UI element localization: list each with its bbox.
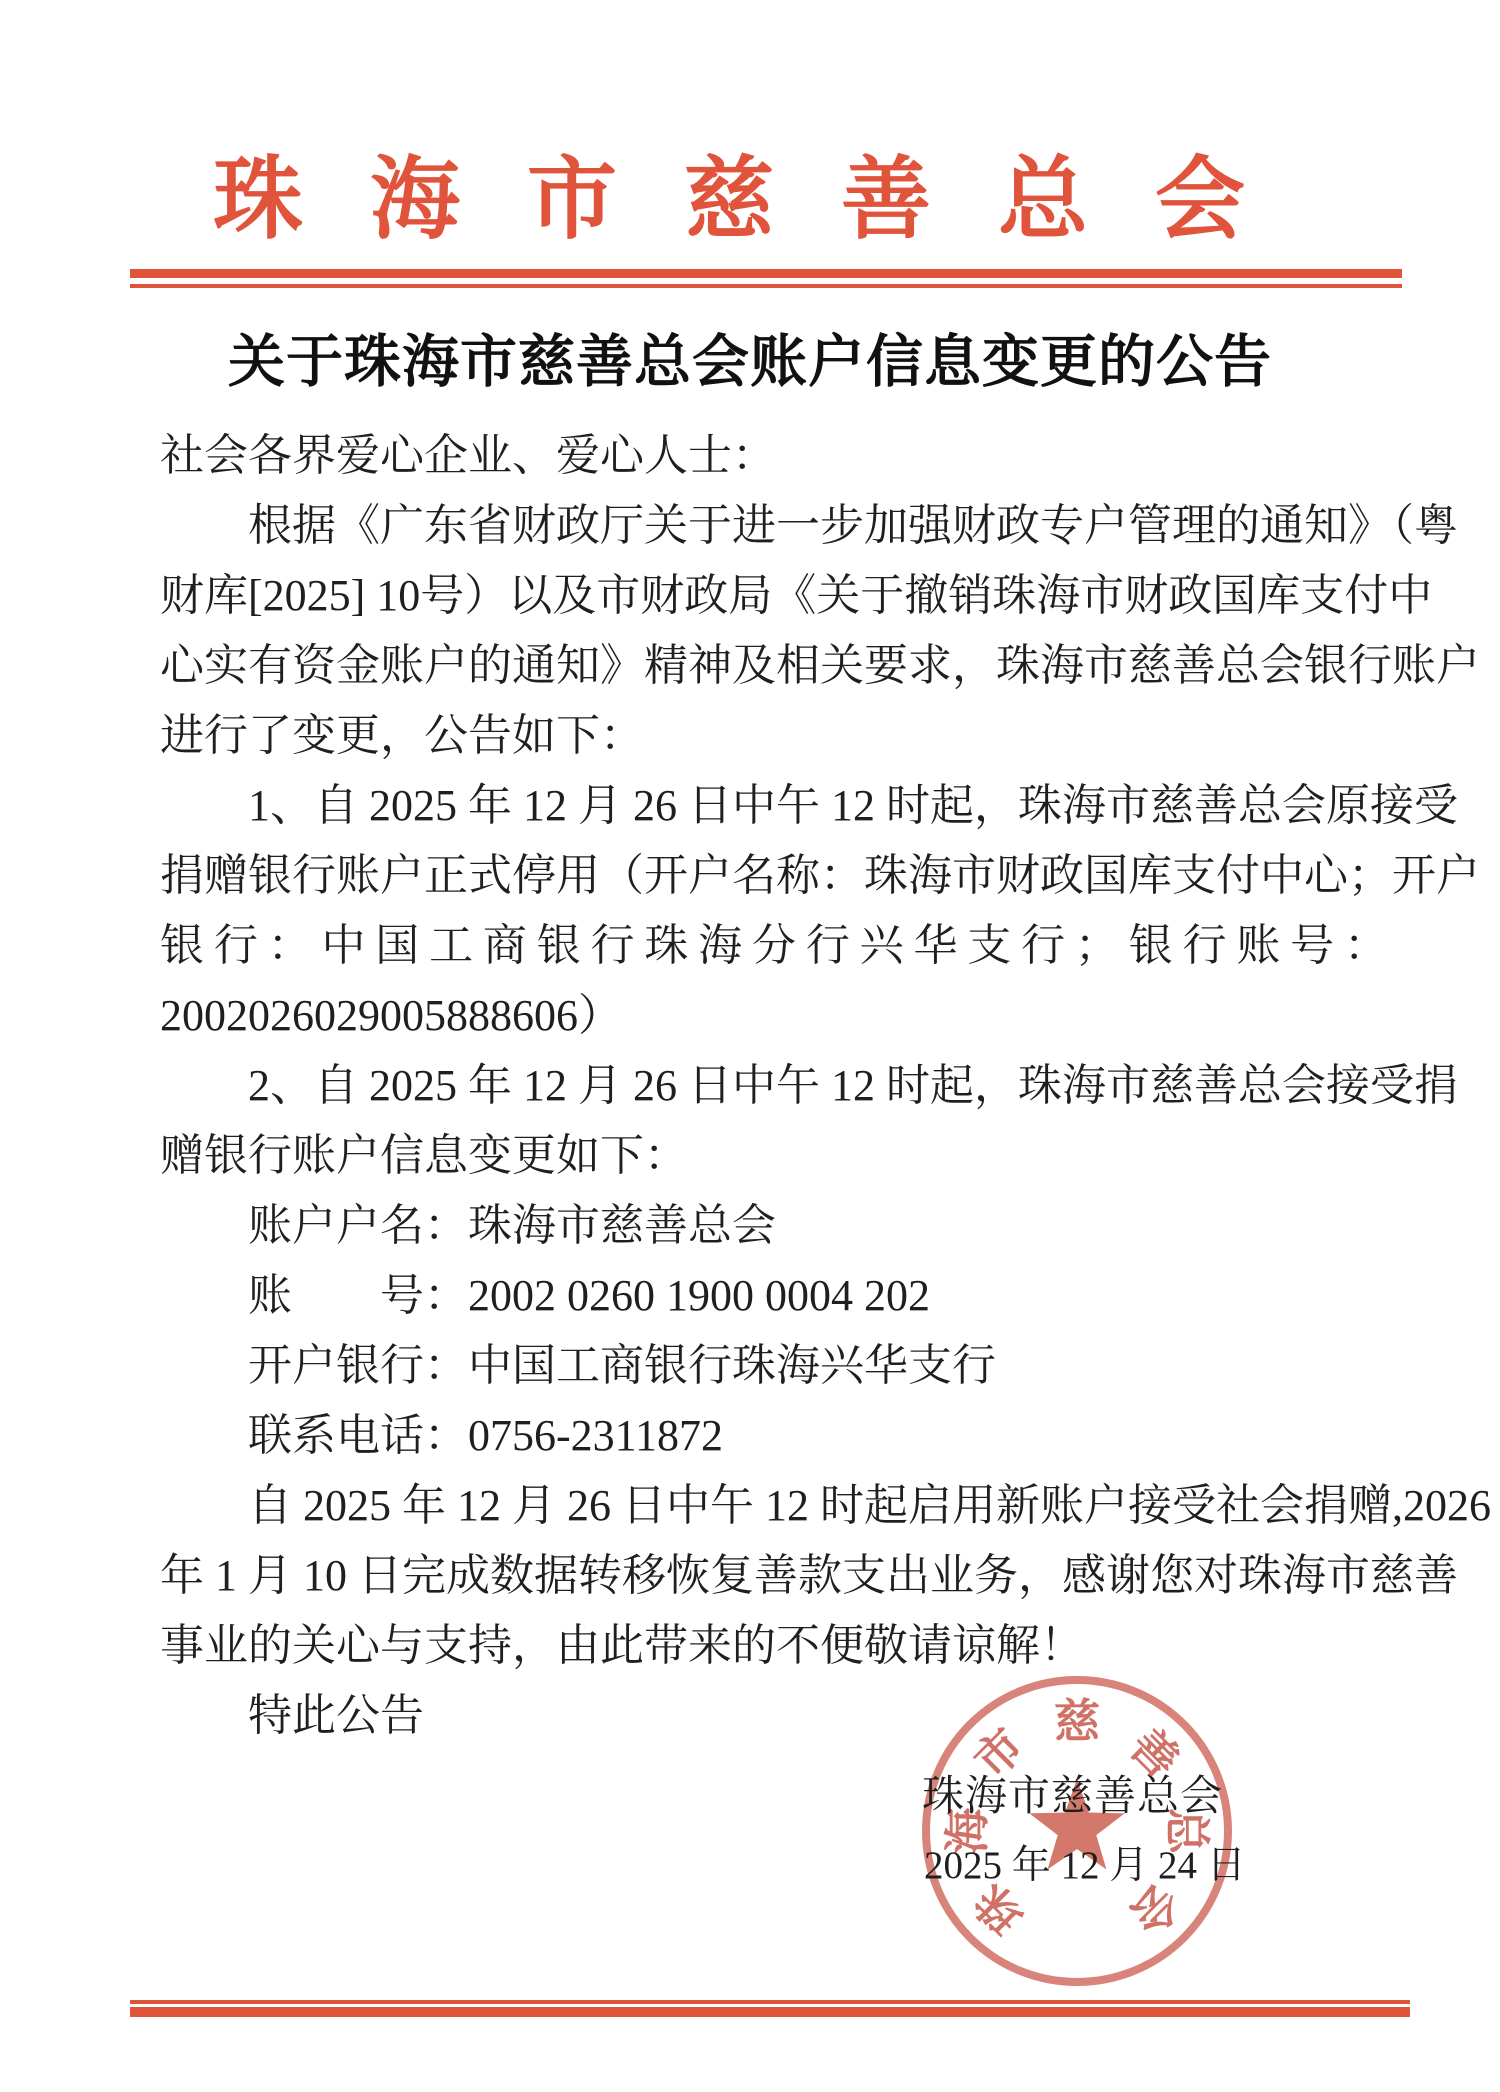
page-title: 关于珠海市慈善总会账户信息变更的公告	[228, 331, 1272, 394]
letterhead-rule-thick	[130, 269, 1402, 278]
body-line: 进行了变更，公告如下：	[160, 711, 644, 760]
seal-ring-char: 市	[965, 1719, 1034, 1788]
body-line: 开户银行：中国工商银行珠海兴华支行	[248, 1341, 996, 1390]
seal-ring-char: 慈	[1054, 1696, 1100, 1747]
body-line: 2002026029005888606）	[160, 991, 622, 1040]
body-line: 1、自 2025 年 12 月 26 日中午 12 时起，珠海市慈善总会原接受	[248, 781, 1458, 830]
body-line: 根据《广东省财政厅关于进一步加强财政专户管理的通知》（粤	[248, 501, 1458, 550]
seal-ring-char: 善	[1120, 1719, 1189, 1788]
document-body	[160, 421, 1491, 1751]
seal-ring-char: 珠	[965, 1874, 1034, 1943]
body-line: 社会各界爱心企业、爱心人士：	[160, 431, 776, 480]
body-line: 事业的关心与支持，由此带来的不便敬请谅解！	[160, 1621, 1084, 1670]
body-line: 账户户名：珠海市慈善总会	[248, 1201, 776, 1250]
body-line: 联系电话：0756-2311872	[248, 1411, 724, 1460]
body-line: 年 1 月 10 日完成数据转移恢复善款支出业务，感谢您对珠海市慈善	[160, 1551, 1458, 1600]
body-line: 特此公告	[248, 1691, 424, 1740]
body-line: 自 2025 年 12 月 26 日中午 12 时起启用新账户接受社会捐赠,2026	[248, 1481, 1491, 1530]
seal-ring-char: 海	[942, 1808, 993, 1854]
body-line: 财库[2025] 10号）以及市财政局《关于撤销珠海市财政国库支付中	[160, 571, 1433, 620]
body-line: 2、自 2025 年 12 月 26 日中午 12 时起，珠海市慈善总会接受捐	[248, 1061, 1458, 1110]
official-seal	[922, 1676, 1232, 1986]
signature-date: 2025 年 12 月 24 日	[924, 1844, 1246, 1887]
letterhead-rule-thin	[130, 284, 1402, 288]
body-line: 银行：中国工商银行珠海分行兴华支行；银行账号：	[160, 921, 1390, 970]
seal-ring-char: 会	[1120, 1874, 1189, 1943]
letterhead-org-name: 珠海市慈善总会	[213, 151, 1312, 250]
body-line: 心实有资金账户的通知》精神及相关要求，珠海市慈善总会银行账户	[160, 641, 1480, 690]
signature-org-name: 珠海市慈善总会	[922, 1774, 1224, 1820]
body-line: 账 号：2002 0260 1900 0004 202	[248, 1271, 930, 1320]
seal-ring-char: 总	[1161, 1808, 1212, 1854]
footer-rule-thick	[130, 2007, 1410, 2017]
body-line: 赠银行账户信息变更如下：	[160, 1131, 688, 1180]
footer-rule-thin	[130, 2000, 1410, 2004]
body-line: 捐赠银行账户正式停用（开户名称：珠海市财政国库支付中心；开户	[160, 851, 1480, 900]
